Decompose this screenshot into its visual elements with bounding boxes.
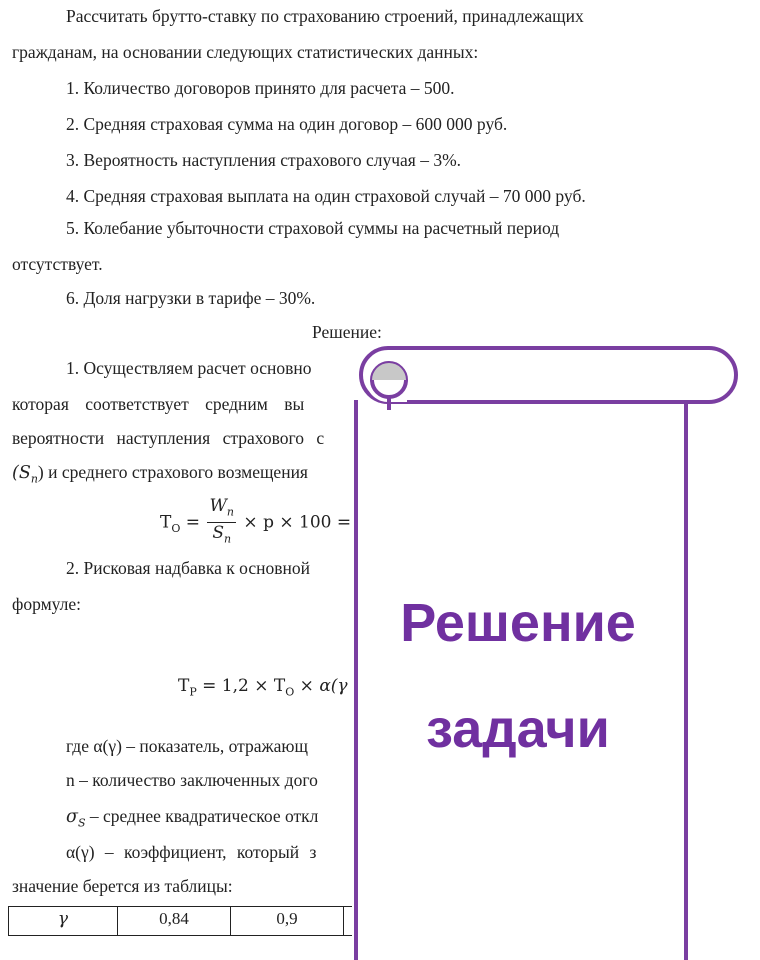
formula-1-denominator: S xyxy=(212,523,224,544)
task-item-1: 1. Количество договоров принято для расчета – 500. xyxy=(66,78,455,98)
solution-step-1a: 1. Осуществляем расчет основно xyxy=(66,358,312,378)
task-line-2: гражданам, на основании следующих статистических данных: xyxy=(12,42,479,62)
task-item-4: 4. Средняя страховая выплата на один страховой случай – 70 000 руб. xyxy=(66,186,586,206)
solution-step-2b: формуле: xyxy=(12,594,81,614)
sigma-subscript: S xyxy=(77,816,86,830)
table-cell: 0,9 xyxy=(231,907,344,936)
scroll-banner-body xyxy=(354,400,688,960)
task-item-2: 2. Средняя страховая сумма на один договор – 600 000 руб. xyxy=(66,114,508,134)
banner-title-line-1: Решение xyxy=(400,593,636,653)
solution-step-1b: которая соответствует средним вы xyxy=(12,394,305,414)
where-line-2: n – количество заключенных дого xyxy=(66,770,318,790)
where-line-4: α(γ) – коэффициент, который з xyxy=(66,842,317,862)
solution-step-1c: вероятности наступления страхового с xyxy=(12,428,325,448)
solution-step-1d-text: ) и среднего страхового возмещения xyxy=(37,462,308,482)
task-item-5b: отсутствует. xyxy=(12,254,103,274)
task-item-5a: 5. Колебание убыточности страховой суммы на расчетный период xyxy=(66,218,560,238)
table-cell: 0,84 xyxy=(118,907,231,936)
task-item-6: 6. Доля нагрузки в тарифе – 30%. xyxy=(66,288,316,308)
formula-risk-loading xyxy=(178,676,348,698)
formula-base-rate xyxy=(160,496,351,550)
formula-2-rest-sub: О xyxy=(285,685,295,699)
where-line-3 xyxy=(66,806,318,830)
task-line-1: Рассчитать брутто-ставку по страхованию строений, принадлежащих xyxy=(66,6,584,26)
banner-title-line-2: задачи xyxy=(426,699,610,759)
coefficient-table xyxy=(8,906,352,936)
formula-1-denominator-sub: n xyxy=(224,532,232,546)
sum-insured-subscript: n xyxy=(30,472,38,486)
table-header-gamma: γ xyxy=(9,907,118,936)
formula-1-lhs: Т xyxy=(160,512,172,533)
where-line-5: значение берется из таблицы: xyxy=(12,876,233,896)
formula-1-numerator: W xyxy=(209,496,227,516)
scroll-top-roll xyxy=(355,340,745,410)
sum-insured-symbol: (S xyxy=(12,463,31,483)
formula-2-lhs: Т xyxy=(178,676,190,696)
where-line-1: где α(γ) – показатель, отражающ xyxy=(66,736,308,756)
formula-1-rest: × p × 100 = xyxy=(243,512,352,533)
where-line-3-text: – среднее квадратическое откл xyxy=(85,806,319,826)
formula-1-numerator-sub: n xyxy=(226,505,235,519)
solution-step-2a: 2. Рисковая надбавка к основной xyxy=(66,558,310,578)
solution-step-1d xyxy=(12,462,308,486)
formula-1-eq: = xyxy=(185,512,201,533)
table-cell xyxy=(344,907,353,936)
formula-2-rest: = 1,2 × Т xyxy=(196,676,286,696)
solution-heading: Решение: xyxy=(312,322,382,342)
task-item-3: 3. Вероятность наступления страхового случая – 3%. xyxy=(66,150,462,170)
sigma-symbol: σ xyxy=(66,807,78,827)
formula-1-fraction xyxy=(207,496,236,550)
formula-2-tail: × α(γ xyxy=(294,676,348,696)
formula-1-lhs-sub: О xyxy=(171,521,181,535)
table-row xyxy=(9,907,353,936)
formula-2-lhs-sub: Р xyxy=(189,685,197,699)
